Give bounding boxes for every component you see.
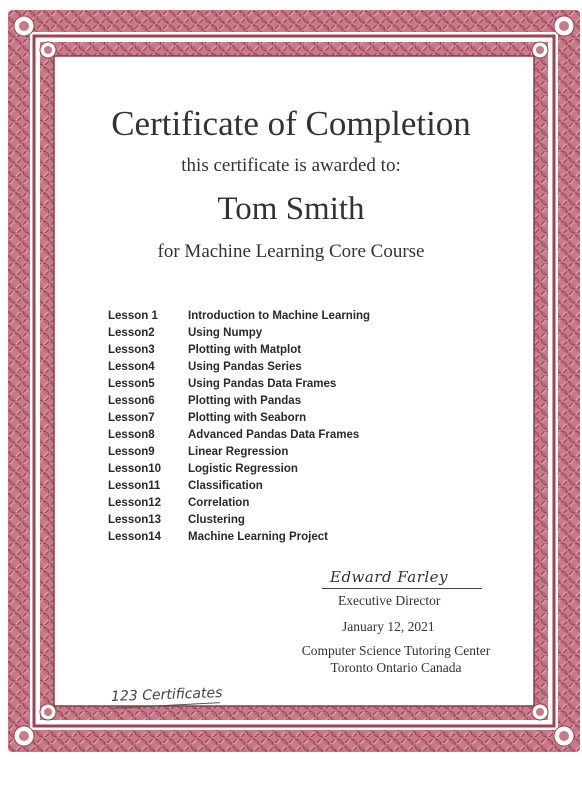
lesson-number: Lesson9 <box>108 446 155 458</box>
lesson-number: Lesson2 <box>108 327 155 339</box>
lesson-title: Plotting with Matplot <box>188 344 302 356</box>
lesson-row <box>108 444 428 461</box>
lesson-number: Lesson6 <box>108 395 155 407</box>
lesson-title: Plotting with Pandas <box>188 395 302 407</box>
awarded-to-text: this certificate is awarded to: <box>181 155 401 176</box>
lesson-number: Lesson13 <box>108 514 162 526</box>
lesson-title: Linear Regression <box>188 446 289 458</box>
organization <box>286 642 506 676</box>
lesson-title: Using Pandas Series <box>188 361 302 373</box>
lesson-row <box>108 495 428 512</box>
scan-margin <box>0 755 582 800</box>
lesson-title: Using Pandas Data Frames <box>188 378 337 390</box>
lesson-row <box>108 325 428 342</box>
handwritten-note: 123 Certificates <box>110 685 223 705</box>
lesson-row <box>108 342 428 359</box>
lesson-row <box>108 376 428 393</box>
signature: Edward Farley <box>330 568 449 586</box>
lesson-number: Lesson8 <box>108 429 155 441</box>
lesson-number: Lesson10 <box>108 463 162 475</box>
lesson-title: Logistic Regression <box>188 463 298 475</box>
lesson-row <box>108 529 428 546</box>
lesson-number: Lesson 1 <box>108 310 158 322</box>
lesson-title: Advanced Pandas Data Frames <box>188 429 360 441</box>
lesson-number: Lesson3 <box>108 344 155 356</box>
lesson-row <box>108 410 428 427</box>
lesson-title: Correlation <box>188 497 250 509</box>
signatory-title: Executive Director <box>338 593 441 608</box>
lesson-row <box>108 512 428 529</box>
lesson-number: Lesson12 <box>108 497 162 509</box>
recipient-name: Tom Smith <box>217 191 365 227</box>
issue-date: January 12, 2021 <box>342 619 435 634</box>
lesson-title: Clustering <box>188 514 245 526</box>
lesson-number: Lesson4 <box>108 361 155 373</box>
lesson-title: Classification <box>188 480 263 492</box>
lesson-number: Lesson7 <box>108 412 155 424</box>
lesson-title: Machine Learning Project <box>188 531 328 543</box>
organization-location: Toronto Ontario Canada <box>330 660 462 675</box>
lesson-number: Lesson11 <box>108 480 161 492</box>
lesson-title: Introduction to Machine Learning <box>188 310 371 322</box>
lesson-row <box>108 359 428 376</box>
lesson-title: Plotting with Seaborn <box>188 412 307 424</box>
lesson-number: Lesson5 <box>108 378 155 390</box>
signature-line <box>322 588 482 589</box>
lesson-row <box>108 478 428 495</box>
lesson-row <box>108 427 428 444</box>
lesson-row <box>108 393 428 410</box>
lesson-number: Lesson14 <box>108 531 162 543</box>
lesson-title: Using Numpy <box>188 327 263 339</box>
lesson-list <box>108 308 428 546</box>
organization-name: Computer Science Tutoring Center <box>301 643 491 658</box>
course-name: for Machine Learning Core Course <box>157 241 425 262</box>
lesson-row <box>108 461 428 478</box>
certificate-title: Certificate of Completion <box>111 104 471 143</box>
lesson-row <box>108 308 428 325</box>
